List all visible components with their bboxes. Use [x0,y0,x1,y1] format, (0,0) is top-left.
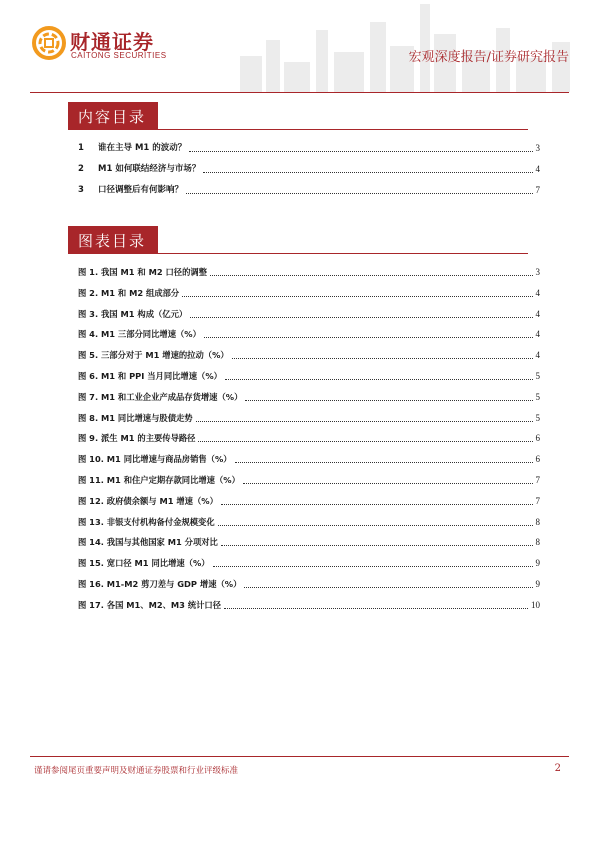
leader-dots [232,358,533,359]
figure-entry-page: 4 [535,329,540,340]
figure-entry-page: 10 [531,599,540,610]
figure-entry-title: 图 3. 我国 M1 构成（亿元） [78,308,188,319]
toc-entry-number: 1 [78,143,84,153]
contents-title: 内容目录 [78,108,147,126]
leader-dots [182,296,532,297]
leader-dots [244,587,532,588]
toc-entry[interactable] [78,182,540,196]
figure-entry-title: 图 2. M1 和 M2 组成部分 [78,287,180,298]
contents-heading-tab [68,102,158,130]
leader-dots [210,275,533,276]
contents-heading [68,102,528,130]
figure-entry[interactable] [78,410,540,424]
figure-entry-title: 图 15. 宽口径 M1 同比增速（%） [78,558,210,569]
figure-entry-title: 图 11. M1 和住户定期存款同比增速（%） [78,475,240,485]
figure-entry-title: 图 14. 我国与其他国家 M1 分项对比 [78,537,218,548]
figures-heading [68,226,528,254]
leader-dots [235,462,533,463]
figure-entry-title: 图 5. 三部分对于 M1 增速的拉动（%） [78,350,229,361]
leader-dots [186,193,532,194]
figure-entry[interactable] [78,493,540,507]
figures-title: 图表目录 [78,232,147,250]
figure-entry[interactable] [78,326,540,340]
figure-entry[interactable] [78,285,540,299]
figure-entry-title: 图 8. M1 同比增速与股债走势 [78,412,193,423]
brand-logo [32,24,172,62]
leader-dots [225,379,533,380]
toc-entry-number: 2 [78,164,84,174]
toc-entry-title: 口径调整后有何影响？ [98,185,184,195]
figure-entry-page: 5 [535,412,540,423]
figure-entry-page: 6 [535,454,540,465]
figure-entry-page: 9 [535,579,540,589]
figure-entry-page: 5 [535,391,540,402]
report-type: 宏观深度报告/证券研究报告 [408,50,569,65]
leader-dots [245,400,532,401]
figure-entry-title: 图 9. 派生 M1 的主要传导路径 [78,433,196,444]
header-divider [30,92,569,93]
leader-dots [198,441,532,442]
leader-dots [218,525,533,526]
page-number: 2 [554,763,561,774]
figure-entry-title: 图 7. M1 和工业企业产成品存货增速（%） [78,391,243,402]
toc-entry-page: 3 [535,143,540,153]
figure-entry[interactable] [78,306,540,320]
figure-entry-page: 9 [535,558,540,569]
footer-disclaimer: 谨请参阅尾页重要声明及财通证券股票和行业评级标准 [34,766,239,776]
figure-entry-page: 8 [535,516,540,527]
figure-entry[interactable] [78,451,540,465]
toc-entry[interactable] [78,140,540,154]
figure-entry-title: 图 6. M1 和 PPI 当月同比增速（%） [78,371,222,381]
figure-entry-page: 7 [535,495,540,506]
leader-dots [243,483,533,484]
figure-entry-page: 3 [535,267,540,277]
leader-dots [221,504,533,505]
figure-entry-page: 4 [535,287,540,298]
toc-entry-number: 3 [78,185,84,195]
leader-dots [189,151,532,152]
figure-entry[interactable] [78,514,540,528]
figure-entry[interactable] [78,264,540,278]
toc-entry-page: 7 [535,185,540,195]
footer-divider [30,756,569,757]
figure-entry-title: 图 4. M1 三部分同比增速（%） [78,329,201,340]
leader-dots [224,608,528,609]
figure-entry-page: 7 [535,475,540,485]
toc-entry-page: 4 [535,164,540,174]
brand-name-cn: 财通证券 [70,30,154,54]
figure-entry-page: 6 [535,433,540,444]
leader-dots [204,337,533,338]
figure-entry[interactable] [78,347,540,361]
figure-entry[interactable] [78,576,540,590]
figure-entry-title: 图 12. 政府债余额与 M1 增速（%） [78,495,218,506]
figure-entry[interactable] [78,597,540,611]
figure-entry-title: 图 1. 我国 M1 和 M2 口径的调整 [78,267,207,277]
figure-entry[interactable] [78,389,540,403]
figure-entry[interactable] [78,472,540,486]
figures-heading-tab [68,226,158,254]
figure-entry[interactable] [78,368,540,382]
toc-entry-title: 谁在主导 M1 的波动？ [98,143,187,153]
figure-entry-title: 图 17. 各国 M1、M2、M3 统计口径 [78,599,222,610]
figure-entry[interactable] [78,430,540,444]
leader-dots [213,566,533,567]
leader-dots [203,172,532,173]
figure-entry-title: 图 10. M1 同比增速与商品房销售（%） [78,454,232,465]
leader-dots [196,421,533,422]
leader-dots [190,317,532,318]
figure-entry-title: 图 16. M1-M2 剪刀差与 GDP 增速（%） [78,579,242,589]
figure-entry[interactable] [78,555,540,569]
figure-entry-title: 图 13. 非银支付机构备付金规模变化 [78,516,215,527]
figure-entry[interactable] [78,534,540,548]
toc-entry-title: M1 如何联结经济与市场？ [98,164,201,174]
contents-heading-rule [68,129,528,130]
figure-entry-page: 4 [535,308,540,319]
brand-name-en: CAITONG SECURITIES [71,51,167,60]
leader-dots [221,545,533,546]
coin-logo-icon [32,26,66,60]
figure-entry-page: 8 [535,537,540,548]
figure-entry-page: 4 [535,350,540,361]
figures-heading-rule [68,253,528,254]
toc-entry[interactable] [78,161,540,175]
figure-entry-page: 5 [535,371,540,381]
